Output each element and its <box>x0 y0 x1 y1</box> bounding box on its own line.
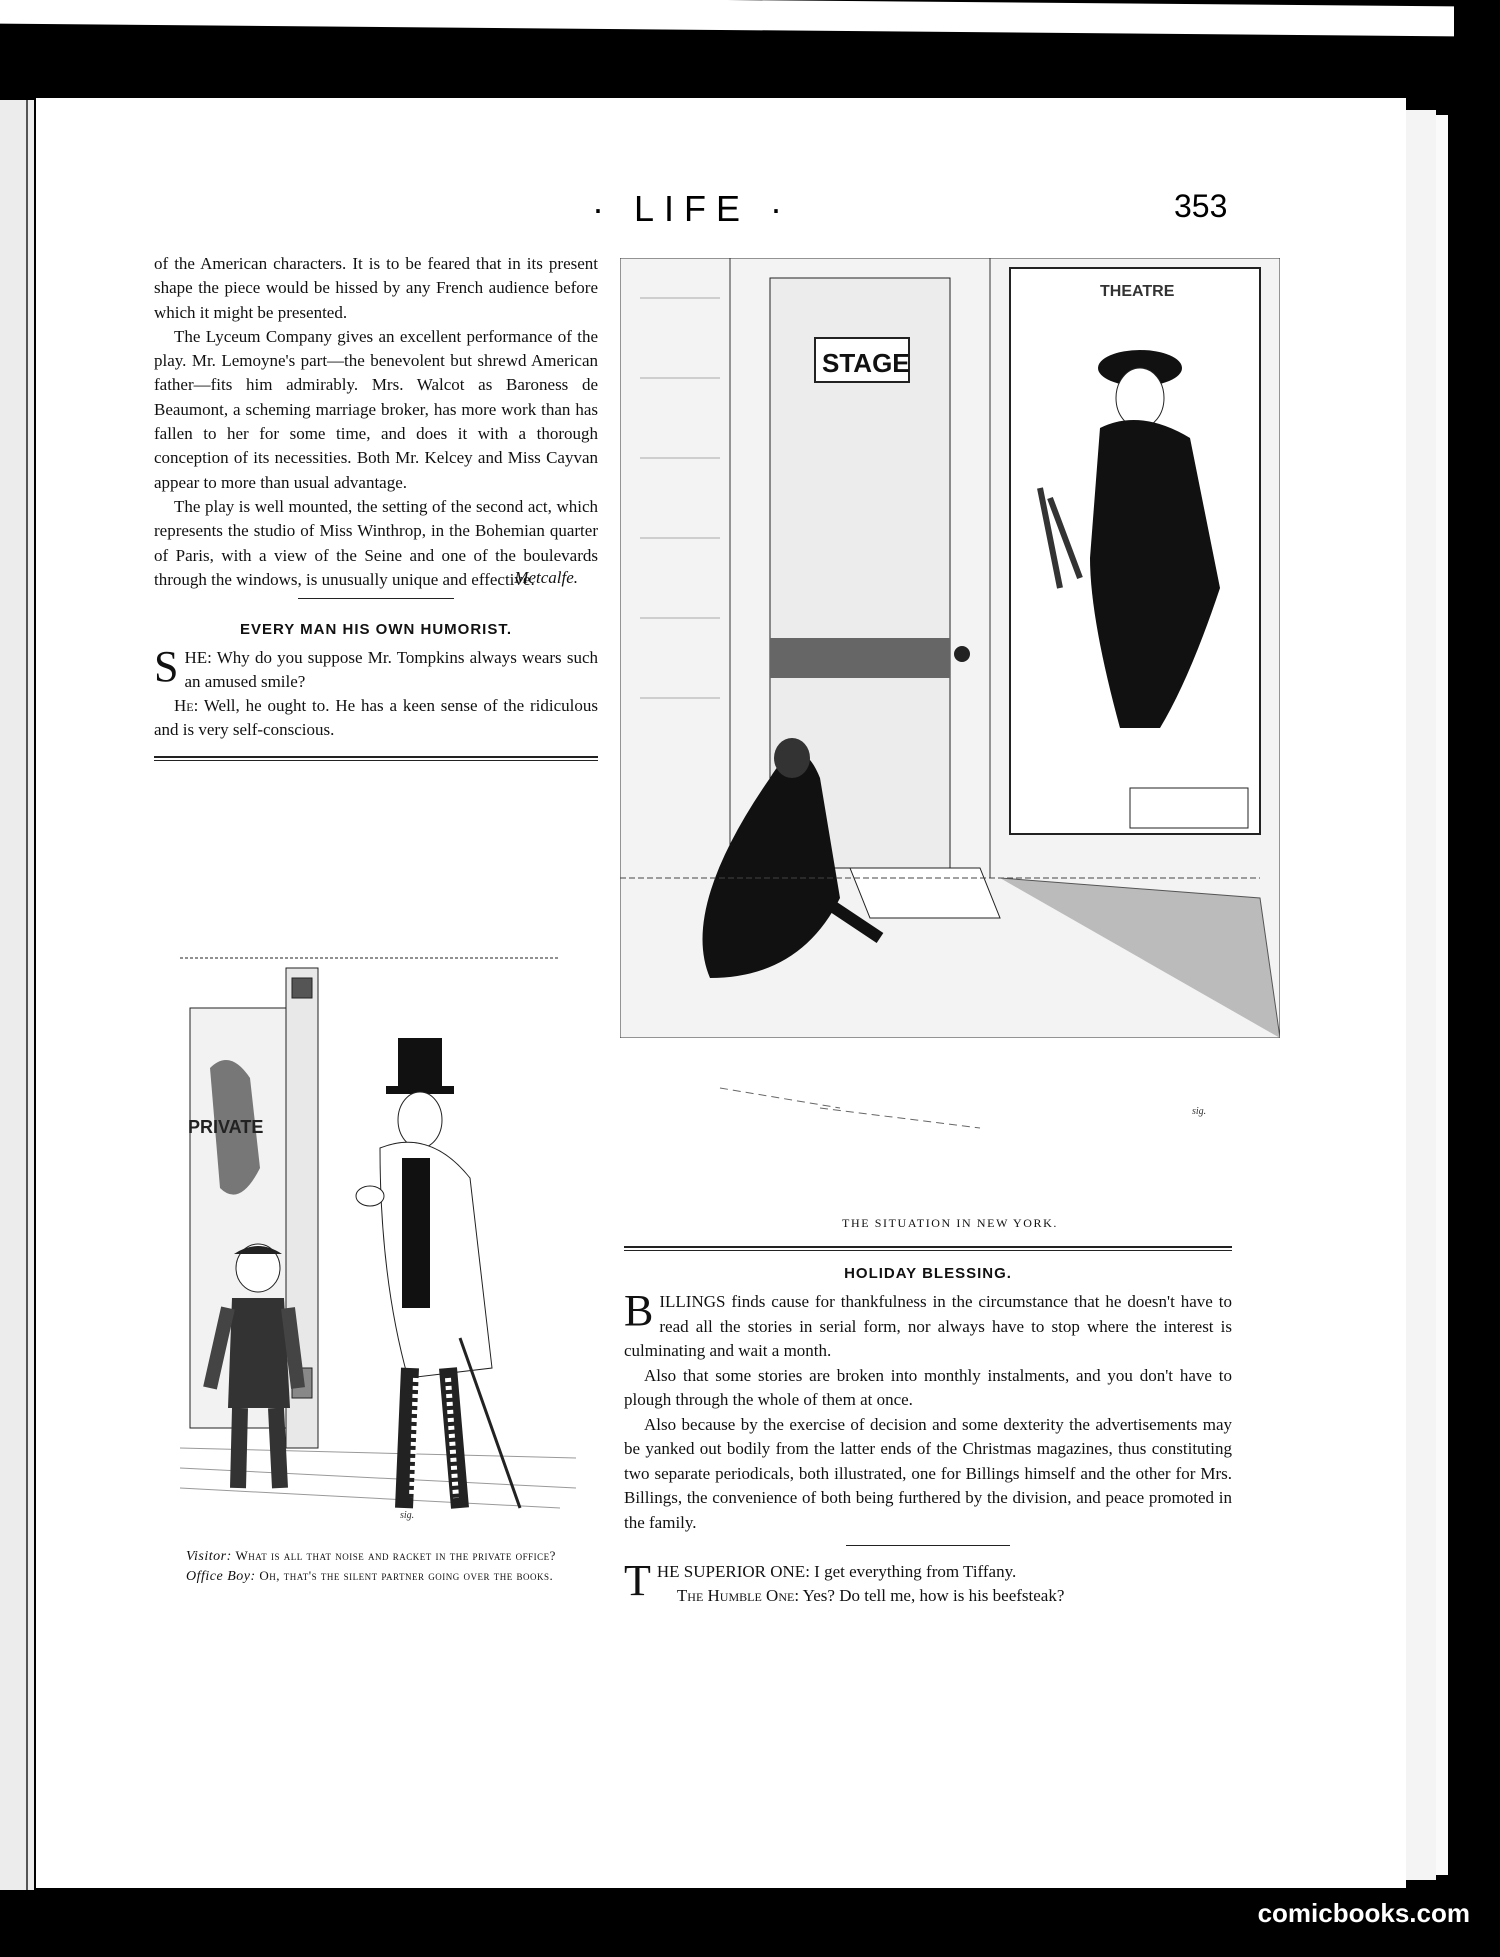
artist-signature-right: sig. <box>1192 1106 1207 1117</box>
section-divider-double <box>154 756 598 761</box>
humble-line <box>624 1584 1232 1608</box>
speaker-label: Visitor: <box>186 1549 232 1564</box>
dialog-text: : Yes? Do tell me, how is his beefsteak? <box>794 1586 1065 1605</box>
site-watermark: comicbooks.com <box>1257 1898 1470 1928</box>
review-signature: Metcalfe. <box>514 568 578 588</box>
blessing-paragraph: Also because by the exercise of decision and some dexterity the advertisements may be yanked out bodily from the latter ends of the Christmas magazines, thus constituting two separate periodicals, both illustrated, one for Billings himself and the other for Mrs. Billings, the convenience of both being furthered by the division, and peace promoted in the family. <box>624 1414 1232 1532</box>
blessing-first-text: ILLINGS finds cause for thankfulness in the circumstance that he doesn't have to read all the stories in serial form, nor always have to stop where the interest is culminating and wait a month. <box>624 1292 1232 1360</box>
office-cartoon-illustration <box>180 948 576 1528</box>
drop-cap: S <box>154 642 179 692</box>
scan-border-top <box>0 0 1500 96</box>
left-page-edge <box>0 100 34 1890</box>
review-paragraph: The Lyceum Company gives an excellent performance of the play. Mr. Lemoyne's part—the benevolent but shrewd American father—fits him admirably. Mrs. Walcot as Baroness de Beaumont, a scheming marriage broker, has more work than has fallen to her for some time, and does it with a thorough conception of its necessities. Both Mr. Kelcey and Miss Cayvan appear to more than usual advantage. <box>154 326 598 492</box>
speaker-label: He <box>174 696 194 716</box>
drop-cap: B <box>624 1286 654 1335</box>
blessing-paragraph <box>624 1286 1232 1364</box>
stage-door-sign: STAGE <box>822 348 910 378</box>
humorist-she-line <box>154 642 598 694</box>
office-cartoon-caption <box>168 1546 592 1586</box>
right-page-edge-outer <box>1436 115 1448 1875</box>
dialog-text: : Why do you suppose Mr. Tompkins always wears such an amused smile? <box>184 648 598 692</box>
section-divider <box>846 1545 1010 1546</box>
dialog-text: : Well, he ought to. He has a keen sense of the ridiculous and is very self-conscious. <box>154 696 598 740</box>
stage-door-caption: THE SITUATION IN NEW YORK. <box>842 1216 1058 1230</box>
poster-theatre-header: THEATRE <box>1100 283 1175 300</box>
stage-door-illustration <box>620 258 1280 1138</box>
speaker-label: The Humble One <box>676 1586 795 1605</box>
review-paragraph: of the American characters. It is to be feared that in its present shape the piece would be hissed by any French audience before which it might be presented. <box>154 254 598 322</box>
section-divider-double <box>624 1246 1232 1251</box>
blessing-paragraph: Also that some stories are broken into monthly instalments, and you don't have to plough through the whole of them at once. <box>624 1365 1232 1409</box>
private-door-sign: PRIVATE <box>188 1117 264 1137</box>
caption-text: What is all that noise and racket in the private office? <box>235 1548 556 1563</box>
speaker-label: Office Boy: <box>186 1569 256 1584</box>
humorist-he-line <box>154 694 598 742</box>
right-column <box>624 1246 1232 1608</box>
magazine-title: · LIFE · <box>592 188 793 229</box>
right-page-edge <box>1406 110 1436 1880</box>
artist-signature-left: sig. <box>400 1510 415 1521</box>
drop-cap: T <box>624 1556 651 1605</box>
humorist-heading: EVERY MAN HIS OWN HUMORIST. <box>239 621 513 639</box>
previous-sheet-edge <box>0 0 1454 36</box>
section-divider <box>298 598 454 599</box>
blessing-heading: HOLIDAY BLESSING. <box>844 1265 1012 1282</box>
speaker-label: HE SUPERIOR ONE <box>656 1562 806 1581</box>
caption-text: Oh, that's the silent partner going over the books. <box>259 1568 554 1583</box>
page-number: 353 <box>1174 188 1228 224</box>
left-column <box>154 252 598 761</box>
dialog-text: : I get everything from Tiffany. <box>805 1562 1017 1581</box>
speaker-label: HE <box>184 648 208 668</box>
review-paragraph: The play is well mounted, the setting of the second act, which represents the studio of Miss Winthrop, in the Bohemian quarter of Paris, with a view of the Seine and one of the boulevards through the windows, is unusually unique and effective. <box>154 496 598 589</box>
